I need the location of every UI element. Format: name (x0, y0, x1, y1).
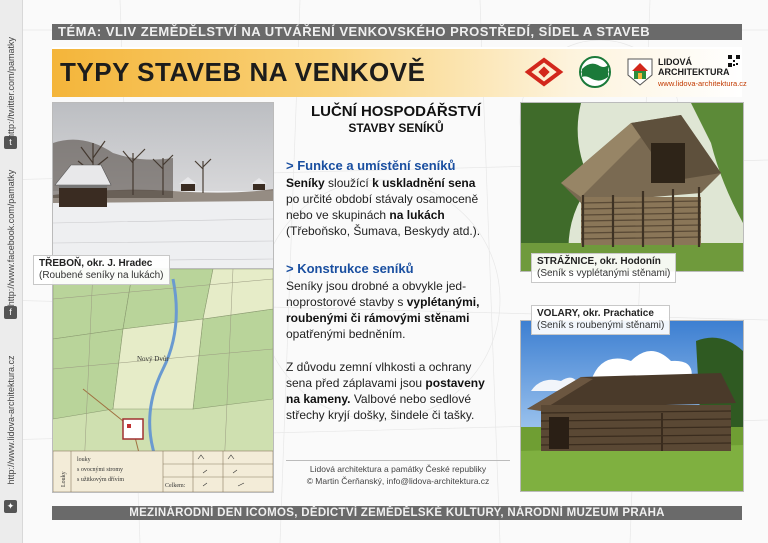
theme-bar-text: TÉMA: VLIV ZEMĚDĚLSTVÍ NA UTVÁŘENÍ VENKOVSKÉHO PROSTŘEDÍ, SÍDEL A STAVEB (58, 24, 651, 39)
paragraph3-line3 (286, 391, 510, 407)
section1-line3-t1: nebo ve skupinách (286, 208, 390, 222)
caption-straznice-place: STRÁŽNICE, okr. Hodonín (537, 256, 661, 267)
paragraph3-line1: Z důvodu zemní vlhkosti a ochrany (286, 360, 472, 374)
paragraph3-line3-t2: Valbové nebo sedlové (350, 392, 472, 406)
caption-trebon-desc: (Roubené seníky na lukách) (39, 270, 164, 281)
caption-straznice-desc: (Seník s vyplétanými stěnami) (537, 268, 671, 279)
red-square-logo-icon (522, 57, 566, 87)
paragraph3-text (286, 359, 510, 423)
photo-volary-barn (520, 320, 744, 492)
section2-title: > Konstrukce seníků (286, 261, 414, 276)
credits-line2[interactable]: © Martin Čerňanský, info@lidova-architektura.cz (306, 476, 490, 486)
section2-line3-b1: roubenými či rámovými stěnami (286, 311, 470, 325)
logo-name-line1: LIDOVÁ (658, 57, 693, 67)
title-band (52, 47, 747, 97)
website-link[interactable]: http://www.lidova-architektura.cz (6, 355, 16, 485)
house-shield-logo-icon (626, 55, 654, 87)
section1-line4: (Třeboňsko, Šumava, Beskydy atd.). (286, 224, 481, 238)
caption-trebon (33, 255, 170, 285)
section2-line2-b1: vyplétanými, (406, 295, 480, 309)
qr-code-icon[interactable] (728, 55, 740, 67)
map-legend-fruit-trees: s ovocnými stromy (77, 467, 123, 473)
theme-bar (52, 24, 742, 40)
photo-trebon-meadow (52, 102, 274, 270)
twitter-link[interactable]: http://twitter.com/pamatky (6, 36, 16, 140)
credits-footer (286, 460, 510, 487)
logo-name (658, 57, 730, 77)
facebook-icon[interactable]: f (4, 306, 17, 319)
twitter-icon[interactable]: t (4, 136, 17, 149)
map-legend-timber: s užitkovým dřívím (77, 477, 124, 483)
facebook-link[interactable]: http://www.facebook.com/pamatky (6, 169, 16, 307)
heading: LUČNÍ HOSPODÁŘSTVÍ (310, 103, 481, 120)
logo-url[interactable]: www.lidova-architektura.cz (658, 79, 747, 88)
bottom-bar (52, 506, 742, 520)
photo-straznice-barn (520, 102, 744, 272)
map-legend-column-label: Louky (61, 471, 67, 487)
caption-volary (531, 305, 670, 335)
section1-line1 (286, 175, 510, 191)
section1-line1-t2: sloužící (324, 176, 373, 190)
caption-straznice (531, 253, 676, 283)
map-place-label: Nový Dvůr (137, 355, 169, 363)
map-legend-total: Celkem: (165, 483, 186, 489)
website-icon[interactable]: ✦ (4, 500, 17, 513)
paragraph3-line2-t1: sena před záplavami jsou (286, 376, 426, 390)
section2-line2 (286, 294, 510, 310)
caption-trebon-place: TŘEBOŇ, okr. J. Hradec (39, 258, 153, 269)
section2-line2-t1: noprostorové stavby s (286, 295, 407, 309)
page-title: TYPY STAVEB NA VENKOVĚ (60, 57, 426, 87)
globe-logo-icon (574, 55, 616, 89)
subheading: STAVBY SENÍKŮ (348, 121, 444, 135)
paragraph3-line3-b1: na kameny. (286, 392, 351, 406)
wattle-barn-image (521, 103, 743, 271)
section1-line2: po určité období stávaly osamoceně (286, 192, 479, 206)
snowy-meadow-image (53, 103, 273, 269)
section1-text (286, 175, 510, 239)
logo-name-line2: ARCHITEKTURA (658, 67, 730, 77)
bottom-bar-text: MEZINÁRODNÍ DEN ICOMOS, DĚDICTVÍ ZEMĚDĚLSKÉ KULTURY, NÁRODNÍ MUZEUM PRAHA (129, 507, 665, 519)
section2-line1: Seníky jsou drobné a obvykle jed- (286, 279, 467, 293)
caption-volary-desc: (Seník s roubenými stěnami) (537, 320, 665, 331)
section1-title: > Funkce a umístění seníků (286, 158, 456, 173)
map-legend-meadows: louky (77, 457, 91, 463)
paragraph3-line2 (286, 375, 510, 391)
section1-line3 (286, 207, 510, 223)
section2-line4: opatřenými bedněním. (286, 327, 406, 341)
section1-line1-b1: Seníky (286, 176, 325, 190)
log-barn-image (521, 321, 743, 491)
paragraph3-line4: střechy kryjí došky, šindele či tašky. (286, 408, 475, 422)
section1-line1-b2: k uskladnění sena (372, 176, 476, 190)
caption-volary-place: VOLARY, okr. Prachatice (537, 308, 654, 319)
section2-line3 (286, 310, 510, 326)
section1-line3-b1: na lukách (389, 208, 445, 222)
section2-text (286, 278, 510, 342)
paragraph3-line2-b1: postaveny (425, 376, 485, 390)
historic-cadastral-map (52, 268, 274, 493)
credits-line1: Lidová architektura a památky České republiky (309, 464, 487, 474)
map-image (53, 269, 273, 492)
